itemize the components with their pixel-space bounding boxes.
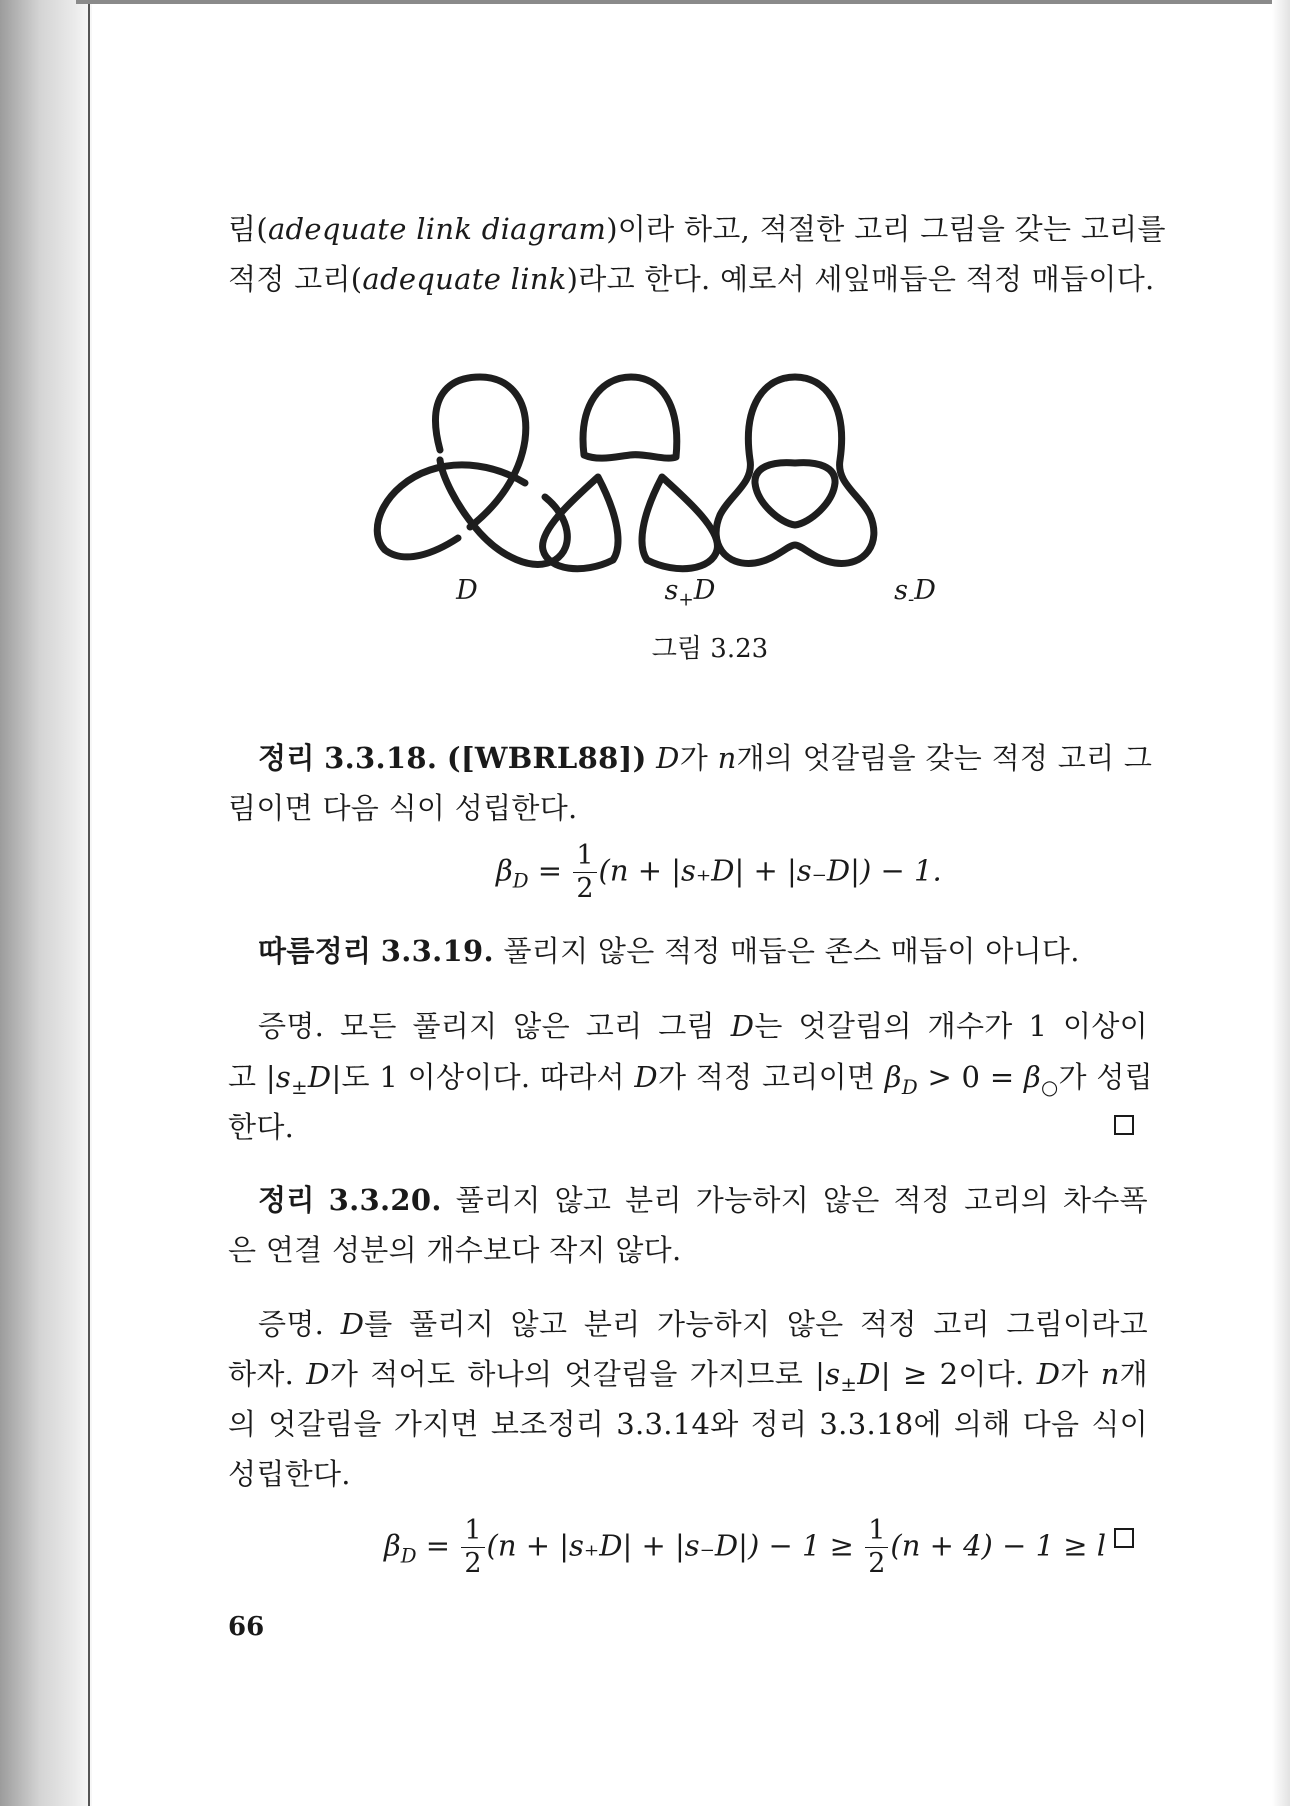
page-number: 66 bbox=[228, 1612, 265, 1642]
theorem-3-3-18-line-2: 림이면 다음 식이 성립한다. bbox=[228, 791, 578, 825]
proof-1-line-3: 한다. bbox=[228, 1110, 295, 1144]
proof-1-line-1: 증명. 모든 풀리지 않은 고리 그림 D는 엇갈림의 개수가 1 이상이 bbox=[258, 1009, 1148, 1043]
figure-label-s-minus-D: $s_-D$ bbox=[894, 575, 936, 611]
figure-caption: 그림 3.23 bbox=[651, 634, 769, 664]
proof-2-line-1: 증명. D를 풀리지 않고 분리 가능하지 않은 적정 고리 그림이라고 bbox=[258, 1307, 1148, 1341]
proof-1-line-2: 고 $|s_\pm D|$도 1 이상이다. 따라서 D가 적정 고리이면 $\beta_D > 0 = \beta_○$가 성립 bbox=[228, 1060, 1153, 1099]
figure-label-D: D bbox=[456, 575, 478, 606]
s-minus-D-diagram bbox=[716, 377, 874, 563]
theorem-3-3-20-line-2: 은 연결 성분의 개수보다 작지 않다. bbox=[228, 1233, 682, 1267]
proof-2-line-4: 성립한다. bbox=[228, 1457, 351, 1491]
qed-square-1 bbox=[1114, 1115, 1134, 1135]
intro-line-2: 적정 고리(adequate link)라고 한다. 예로서 세잎매듭은 적정 매듭이다. bbox=[228, 262, 1155, 296]
figure-label-s-plus-D: $s_+D$ bbox=[664, 575, 716, 611]
proof-2-line-2: 하자. D가 적어도 하나의 엇갈림을 가지므로 $|s_\pm D| \ge 2$이다. D가 n개 bbox=[228, 1357, 1148, 1396]
proof-2-line-3: 의 엇갈림을 가지면 보조정리 3.3.14와 정리 3.3.18에 의해 다음 식이 bbox=[228, 1407, 1148, 1441]
book-spine-line bbox=[88, 0, 90, 1806]
page-top-edge bbox=[76, 0, 1290, 4]
proof-2-formula: $\beta_D$ = $\frac{1}{2}$ (n + |s₊D| + |s₋D|) − 1 ≥ $\frac{1}{2}$ (n + 4) − 1 ≥ l bbox=[384, 1515, 1107, 1579]
theorem-3-3-18-line-1: 정리 3.3.18. ([WBRL88]) D가 n개의 엇갈림을 갖는 적정 고리 그 bbox=[258, 741, 1153, 775]
page-right-edge bbox=[1272, 0, 1290, 1806]
corollary-3-3-19: 따름정리 3.3.19. 풀리지 않은 적정 매듭은 존스 매듭이 아니다. bbox=[258, 934, 1080, 968]
theorem-3-3-18-formula: $\beta_D$ = $\frac{1}{2}$ (n + |s₊D| + |s₋D|) − 1. bbox=[496, 840, 942, 904]
book-page-edge bbox=[0, 0, 92, 1806]
theorem-3-3-20-line-1: 정리 3.3.20. 풀리지 않고 분리 가능하지 않은 적정 고리의 차수폭 bbox=[258, 1183, 1148, 1217]
qed-square-2 bbox=[1114, 1528, 1134, 1548]
intro-line-1: 림(adequate link diagram)이라 하고, 적절한 고리 그림을 갖는 고리를 bbox=[228, 212, 1166, 246]
trefoil-diagram-D bbox=[377, 377, 567, 564]
